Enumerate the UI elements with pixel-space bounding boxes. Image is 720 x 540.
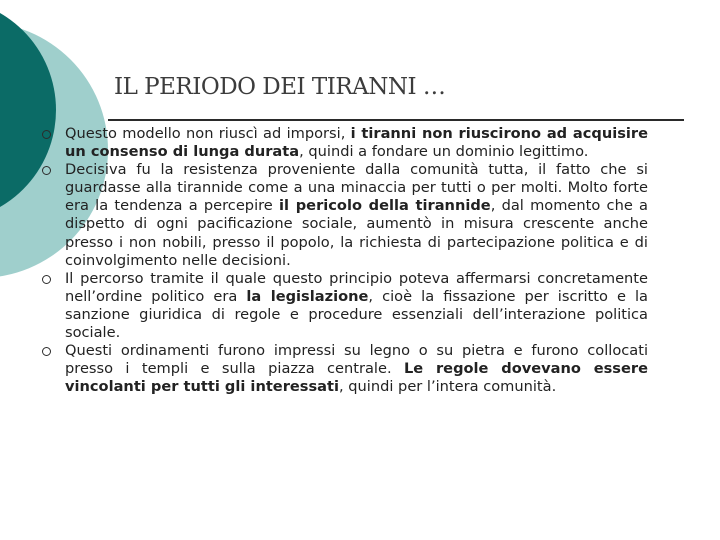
text-segment: Questi ordinamenti furono impressi su legno o su pietra e furono collocati presso i templi e sulla piazza centrale. [65,342,648,378]
bold-segment: i tiranni non riuscirono ad acquisire un consenso di lunga durata [65,125,648,161]
bullet-item [40,125,648,161]
bold-segment: il pericolo della tirannide [279,197,491,215]
text-segment: , dal momento che a dispetto di ogni pacificazione sociale, aumentò in misura crescente anche presso i non nobili, presso il popolo, la richiesta di partecipazione politica e di coinvolgimento nelle decisioni. [65,197,648,269]
bold-segment: Le regole dovevano essere vincolanti per tutti gli interessati [65,360,648,396]
bullet-item [40,161,648,270]
bullet-item [40,342,648,396]
bullet-item [40,270,648,342]
circle-bullet-icon [42,130,51,139]
text-segment: Il percorso tramite il quale questo principio poteva affermarsi concretamente nell’ordine politico era [65,269,648,305]
text-segment: , quindi a fondare un dominio legittimo. [299,143,589,161]
text-segment: , quindi per l’intera comunità. [339,378,557,396]
circle-bullet-icon [42,275,51,284]
title-underline [108,119,684,121]
text-segment: Questo modello non riuscì ad imporsi, [65,125,351,142]
bold-segment: la legislazione [246,287,369,305]
circle-bullet-icon [42,347,51,356]
bullet-list [40,125,648,396]
text-segment: Decisiva fu la resistenza proveniente dalla comunità tutta, il fatto che si guardasse alla tirannide come a una minaccia per tutti o per molti. Molto forte era la tendenza a percepire [65,161,648,215]
slide-title: IL PERIODO DEI TIRANNI … [114,74,446,100]
circle-bullet-icon [42,166,51,175]
text-segment: , cioè la fissazione per iscritto e la sanzione giuridica di regole e procedure essenziali dell’interazione politica sociale. [65,287,648,342]
